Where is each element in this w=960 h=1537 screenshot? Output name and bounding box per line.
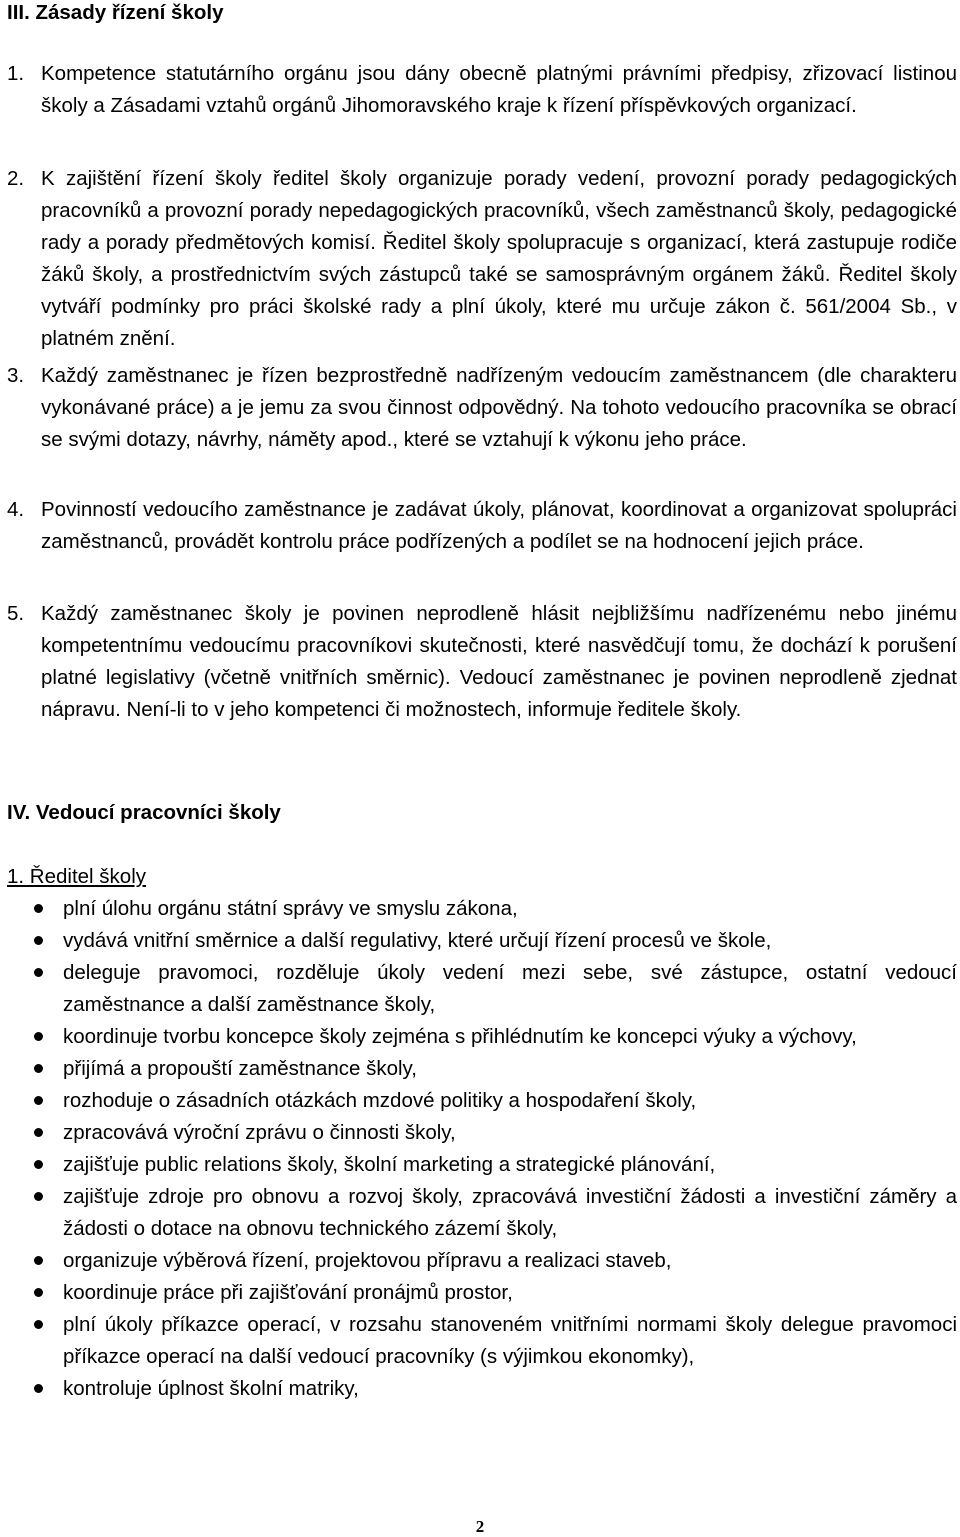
list-item: zpracovává výroční zprávu o činnosti školy,: [7, 1117, 957, 1149]
paragraph-3: [7, 360, 957, 456]
paragraph-1: [7, 58, 957, 122]
paragraph-number: 4.: [7, 498, 25, 521]
list-item: deleguje pravomoci, rozděluje úkoly vedení mezi sebe, své zástupce, ostatní vedoucí zaměstnance a další zaměstnance školy,: [7, 957, 957, 1021]
list-item: zajišťuje public relations školy, školní marketing a strategické plánování,: [7, 1149, 957, 1181]
paragraph-number: 5.: [7, 602, 25, 625]
paragraph-2: [7, 163, 957, 355]
list-item: rozhoduje o zásadních otázkách mzdové politiky a hospodaření školy,: [7, 1085, 957, 1117]
paragraph-number: 3.: [7, 364, 25, 387]
list-item: vydává vnitřní směrnice a další regulativy, které určují řízení procesů ve škole,: [7, 925, 957, 957]
paragraph-text: K zajištění řízení školy ředitel školy organizuje porady vedení, provozní porady pedagogických pracovníků a provozní porady nepedagogických pracovníků, všech zaměstnanců školy, pedagogické rady a porady předmětových komisí. Ředitel školy spolupracuje s organizací, která zastupuje rodiče žáků školy, a prostřednictvím svých zástupců také se samosprávným orgánem žáků. Ředitel školy vytváří podmínky pro práci školské rady a plní úkoly, které mu určuje zákon č. 561/2004 Sb., v platném znění.: [41, 167, 957, 350]
list-item: koordinuje tvorbu koncepce školy zejména s přihlédnutím ke koncepci výuky a výchovy,: [7, 1021, 957, 1053]
list-item: zajišťuje zdroje pro obnovu a rozvoj školy, zpracovává investiční žádosti a investiční záměry a žádosti o dotace na obnovu technického zázemí školy,: [7, 1181, 957, 1245]
section-4-heading: IV. Vedoucí pracovníci školy: [7, 801, 281, 824]
paragraph-4: [7, 494, 957, 558]
paragraph-5: [7, 598, 957, 726]
paragraph-number: 1.: [7, 62, 25, 85]
section-3-heading: III. Zásady řízení školy: [7, 1, 224, 24]
list-item: kontroluje úplnost školní matriky,: [7, 1373, 957, 1405]
paragraph-text: Povinností vedoucího zaměstnance je zadávat úkoly, plánovat, koordinovat a organizovat spolupráci zaměstnanců, provádět kontrolu práce podřízených a podílet se na hodnocení jejich práce.: [41, 498, 957, 553]
paragraph-text: Každý zaměstnanec školy je povinen neprodleně hlásit nejbližšímu nadřízenému nebo jinému kompetentnímu vedoucímu pracovníkovi skutečnosti, které nasvědčují tomu, že dochází k porušení platné legislativy (včetně vnitřních směrnic). Vedoucí zaměstnanec je povinen neprodleně zjednat nápravu. Není-li to v jeho kompetenci či možnostech, informuje ředitele školy.: [41, 602, 957, 721]
list-item: organizuje výběrová řízení, projektovou přípravu a realizaci staveb,: [7, 1245, 957, 1277]
page-number: 2: [475, 1517, 485, 1536]
duties-list: [7, 893, 957, 1405]
paragraph-number: 2.: [7, 167, 25, 190]
subsection-heading: 1. Ředitel školy: [7, 865, 147, 888]
list-item: koordinuje práce při zajišťování pronájmů prostor,: [7, 1277, 957, 1309]
list-item: plní úlohu orgánu státní správy ve smyslu zákona,: [7, 893, 957, 925]
list-item: přijímá a propouští zaměstnance školy,: [7, 1053, 957, 1085]
paragraph-text: Kompetence statutárního orgánu jsou dány obecně platnými právními předpisy, zřizovací listinou školy a Zásadami vztahů orgánů Jihomoravského kraje k řízení příspěvkových organizací.: [41, 62, 957, 117]
list-item: plní úkoly příkazce operací, v rozsahu stanoveném vnitřními normami školy delegue pravomoci příkazce operací na další vedoucí pracovníky (s výjimkou ekonomky),: [7, 1309, 957, 1373]
paragraph-text: Každý zaměstnanec je řízen bezprostředně nadřízeným vedoucím zaměstnancem (dle charakteru vykonávané práce) a je jemu za svou činnost odpovědný. Na tohoto vedoucího pracovníka se obrací se svými dotazy, návrhy, náměty apod., které se vztahují k výkonu jeho práce.: [41, 364, 957, 451]
